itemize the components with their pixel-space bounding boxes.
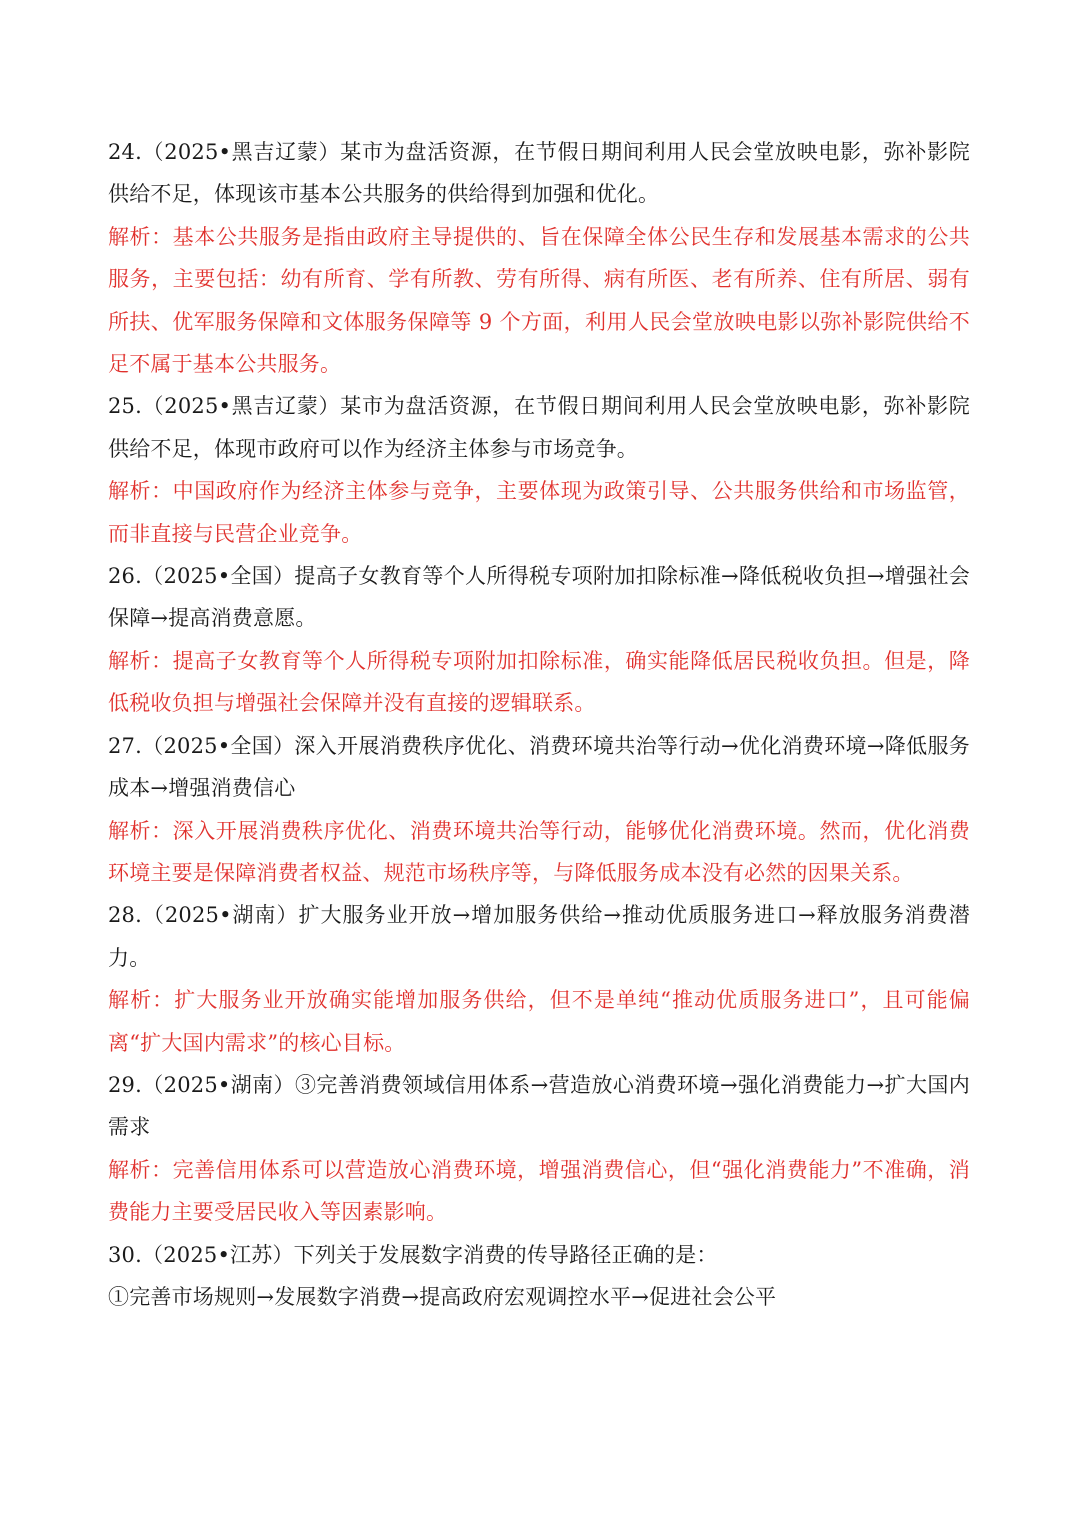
- answer-26: 解析：提高子女教育等个人所得税专项附加扣除标准，确实能降低居民税收负担。但是，降低税收负担与增强社会保障并没有直接的逻辑联系。: [108, 648, 970, 716]
- answer-28: 解析：扩大服务业开放确实能增加服务供给，但不是单纯“推动优质服务进口”，且可能偏离“扩大国内需求”的核心目标。: [108, 988, 970, 1055]
- answer-24: 解析：基本公共服务是指由政府主导提供的、旨在保障全体公民生存和发展基本需求的公共服务，主要包括：幼有所育、学有所教、劳有所得、病有所医、老有所养、住有所居、弱有所扶、优军服务保障和文体服务保障等 9 个方面，利用人民会堂放映电影以弥补影院供给不足不属于基本公共服务。: [108, 224, 970, 377]
- answer-25: 解析：中国政府作为经济主体参与竞争，主要体现为政策引导、公共服务供给和市场监管，而非直接与民营企业竞争。: [108, 479, 970, 546]
- question-28: 28.（2025•湖南）扩大服务业开放→增加服务供给→推动优质服务进口→释放服务消费潜力。: [108, 903, 970, 970]
- answer-27: 解析：深入开展消费秩序优化、消费环境共治等行动，能够优化消费环境。然而，优化消费环境主要是保障消费者权益、规范市场秩序等，与降低服务成本没有必然的因果关系。: [108, 818, 970, 885]
- question-25: 25.（2025•黑吉辽蒙）某市为盘活资源，在节假日期间利用人民会堂放映电影，弥补影院供给不足，体现市政府可以作为经济主体参与市场竞争。: [108, 394, 970, 461]
- question-26: 26.（2025•全国）提高子女教育等个人所得税专项附加扣除标准→降低税收负担→增强社会保障→提高消费意愿。: [108, 564, 970, 631]
- option-30-1: ①完善市场规则→发展数字消费→提高政府宏观调控水平→促进社会公平: [108, 1284, 777, 1309]
- question-27: 27.（2025•全国）深入开展消费秩序优化、消费环境共治等行动→优化消费环境→降低服务成本→增强消费信心: [108, 733, 970, 801]
- question-29: 29.（2025•湖南）③完善消费领域信用体系→营造放心消费环境→强化消费能力→扩大国内需求: [108, 1072, 970, 1140]
- answer-29: 解析：完善信用体系可以营造放心消费环境，增强消费信心，但“强化消费能力”不准确，消费能力主要受居民收入等因素影响。: [108, 1157, 970, 1225]
- document-page: [108, 131, 970, 1318]
- question-30: 30.（2025•江苏）下列关于发展数字消费的传导路径正确的是：: [108, 1242, 718, 1267]
- question-24: 24.（2025•黑吉辽蒙）某市为盘活资源，在节假日期间利用人民会堂放映电影，弥补影院供给不足，体现该市基本公共服务的供给得到加强和优化。: [108, 140, 970, 207]
